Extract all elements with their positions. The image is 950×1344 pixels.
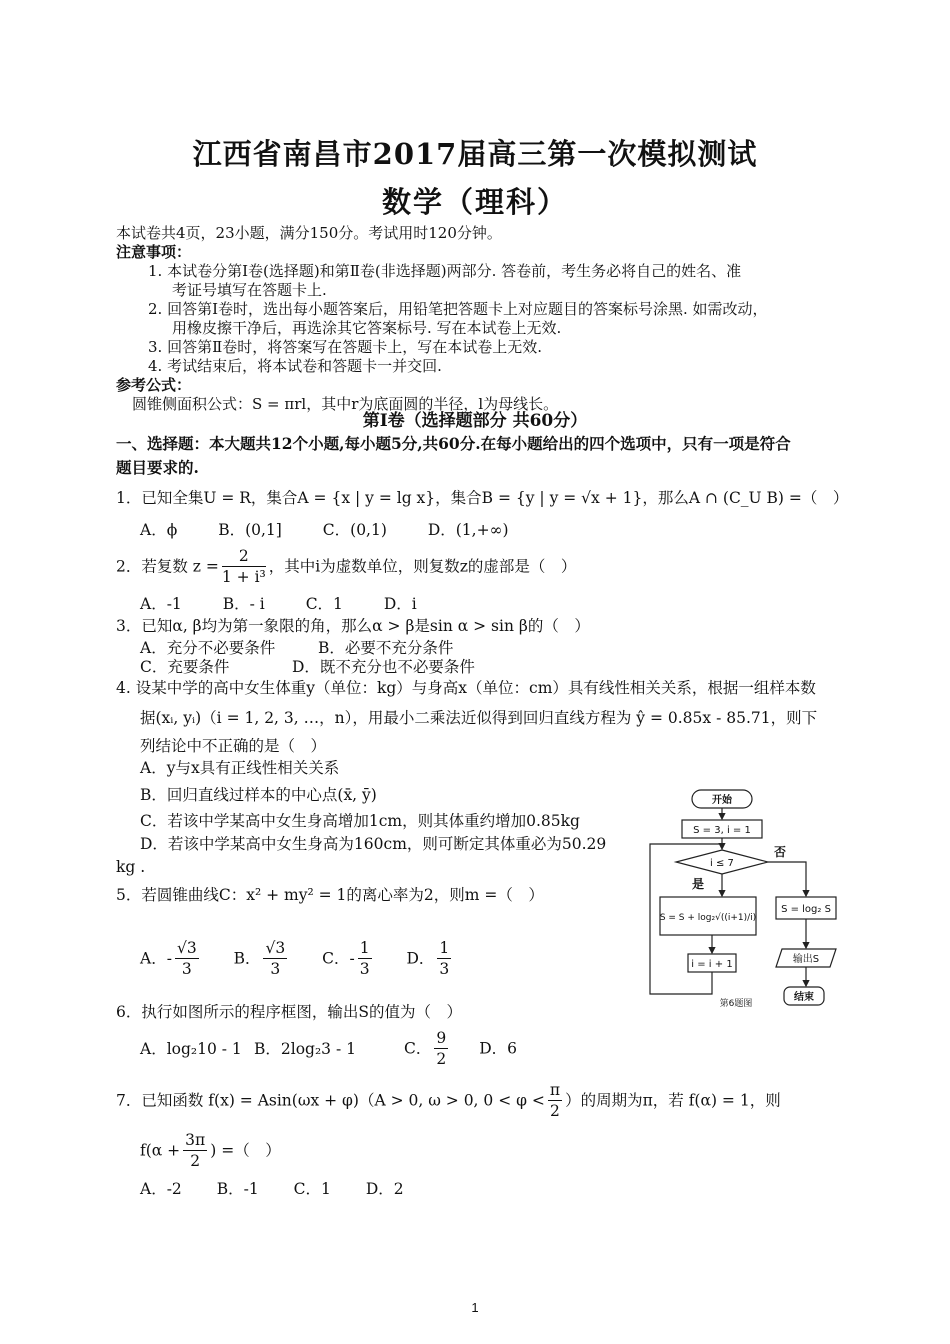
exam-subtitle: 数学（理科） bbox=[381, 185, 568, 219]
q6-option-b: B．2log₂3 - 1 bbox=[254, 1039, 356, 1058]
q2-fraction bbox=[222, 546, 266, 587]
q5-option-a-frac bbox=[175, 938, 199, 979]
q6-option-c-frac bbox=[434, 1028, 448, 1069]
q5-option-a-sign: - bbox=[166, 949, 172, 968]
q7-options bbox=[140, 1180, 440, 1199]
q7-frac-num: π bbox=[549, 1081, 561, 1099]
q1-options bbox=[140, 521, 545, 540]
q2-frac-num: 2 bbox=[222, 546, 266, 567]
q5-option-c-frac bbox=[358, 938, 372, 979]
q2-stem-prefix: 2．若复数 z = bbox=[116, 557, 219, 576]
q7-frac-den: 2 bbox=[550, 1102, 560, 1120]
q7-stem-frac bbox=[548, 1080, 562, 1121]
flow-increment-text: i = i + 1 bbox=[691, 959, 733, 970]
q2-stem bbox=[116, 546, 576, 587]
q5-option-b-frac bbox=[263, 938, 287, 979]
flow-start-text: 开始 bbox=[712, 795, 732, 806]
flow-yes-text: 是 bbox=[691, 877, 705, 891]
q1-stem: 1．已知全集U = R，集合A = {x | y = lg x}，集合B = {y | y = √x + 1}，那么A ∩ (C_U B) =（ ） bbox=[116, 489, 849, 507]
q4-option-c: C．若该中学某高中女生身高增加1cm，则其体重约增加0.85kg bbox=[140, 812, 580, 830]
q1-option-c: C．(0,1) bbox=[322, 521, 387, 539]
q5-option-d-frac bbox=[437, 938, 451, 979]
q6-option-a: A．log₂10 - 1 bbox=[140, 1039, 242, 1058]
q5-option-c-sign: - bbox=[349, 949, 355, 968]
q3-options-row2 bbox=[140, 658, 475, 677]
q7-stem-2 bbox=[140, 1130, 281, 1171]
notice-2: 2. 回答第Ⅰ卷时，选出每小题答案后，用铅笔把答题卡上对应题目的答案标号涂黑. 如需改动， bbox=[148, 300, 768, 318]
flow-caption: 第6题图 bbox=[719, 999, 753, 1009]
q4-option-b: B．回归直线过样本的中心点(x̄, ȳ) bbox=[140, 786, 377, 804]
flow-body-text: S = S + log₂√((i+1)/i) bbox=[659, 913, 757, 923]
q7-2-den: 2 bbox=[190, 1152, 201, 1170]
notice-3: 3. 回答第Ⅱ卷时，将答案写在答题卡上，写在本试卷上无效. bbox=[148, 338, 543, 356]
notice-1: 1. 本试卷分第Ⅰ卷(选择题)和第Ⅱ卷(非选择题)两部分. 答卷前，考生务必将自己的姓名、准 bbox=[148, 262, 742, 280]
q7-stem-1 bbox=[116, 1080, 781, 1121]
flow-alt-text: S = log₂ S bbox=[781, 904, 831, 915]
q1-option-a: A．ϕ bbox=[140, 521, 178, 539]
flow-condition-text: i ≤ 7 bbox=[710, 858, 734, 869]
q2-option-d: D．i bbox=[383, 595, 417, 613]
notice-heading: 注意事项： bbox=[116, 243, 192, 261]
q4-option-d-cont: kg . bbox=[116, 858, 146, 876]
q4-stem-3: 列结论中不正确的是（ ） bbox=[140, 737, 327, 755]
q2-option-b: B．- i bbox=[222, 595, 265, 613]
q2-option-c: C．1 bbox=[305, 595, 343, 613]
q5-b-num: √3 bbox=[265, 939, 286, 957]
q3-stem: 3．已知α, β均为第一象限的角，那么α > β是sin α > sin β的（ ） bbox=[116, 617, 590, 635]
q5-b-den: 3 bbox=[270, 960, 281, 978]
q3-option-d: D．既不充分也不必要条件 bbox=[292, 658, 475, 676]
q2-stem-suffix: ，其中i为虚数单位，则复数z的虚部是（ ） bbox=[268, 557, 577, 576]
q5-option-c-label: C． bbox=[322, 949, 350, 968]
q4-stem-2: 据(xᵢ, yᵢ)（i = 1, 2, 3, …，n），用最小二乘法近似得到回归直线方程为 ŷ = 0.85x - 85.71，则下 bbox=[140, 709, 818, 727]
q1-option-d: D．(1,+∞) bbox=[427, 521, 509, 539]
intro-line: 本试卷共4页，23小题，满分150分。考试用时120分钟。 bbox=[116, 224, 502, 242]
q7-2-num: 3π bbox=[185, 1131, 206, 1149]
q5-d-den: 3 bbox=[439, 960, 450, 978]
notice-4: 4. 考试结束后，将本试卷和答题卡一并交回. bbox=[148, 357, 442, 375]
q5-a-num: √3 bbox=[176, 939, 197, 957]
formula-heading: 参考公式： bbox=[116, 376, 192, 394]
q4-option-d: D．若该中学某高中女生身高为160cm，则可断定其体重必为50.29 bbox=[140, 835, 607, 853]
q2-frac-den: 1 + i³ bbox=[221, 568, 266, 586]
q7-option-b: B．-1 bbox=[216, 1180, 259, 1198]
q7-option-c: C．1 bbox=[293, 1180, 331, 1198]
flow-init-text: S = 3, i = 1 bbox=[693, 825, 751, 836]
notice-2-cont: 用橡皮擦干净后，再选涂其它答案标号. 写在本试卷上无效. bbox=[172, 319, 562, 337]
section-title: 第Ⅰ卷（选择题部分 共60分） bbox=[362, 411, 588, 431]
flow-output-text: 输出S bbox=[792, 954, 820, 965]
section-instructions-cont: 题目要求的. bbox=[116, 458, 199, 477]
q5-a-den: 3 bbox=[181, 960, 192, 978]
q5-c-num: 1 bbox=[359, 939, 370, 957]
q3-option-a: A．充分不必要条件 bbox=[140, 639, 276, 657]
flowchart-figure bbox=[640, 782, 840, 1022]
page-number: 1 bbox=[471, 1300, 479, 1315]
exam-title: 江西省南昌市2017届高三第一次模拟测试 bbox=[192, 137, 758, 171]
q6-option-c-label: C． bbox=[404, 1039, 432, 1058]
q5-option-b-label: B． bbox=[233, 949, 261, 968]
q4-stem-1: 4. 设某中学的高中女生体重y（单位：kg）与身高x（单位：cm）具有线性相关关系，根据一组样本数 bbox=[116, 679, 816, 697]
q6-c-den: 2 bbox=[436, 1050, 447, 1068]
formula-line: 圆锥侧面积公式：S = πrl，其中r为底面圆的半径，l为母线长。 bbox=[132, 395, 559, 413]
q6-option-d: D．6 bbox=[479, 1039, 518, 1058]
q7-stem-1b: ）的周期为π，若 f(α) = 1，则 bbox=[565, 1091, 781, 1110]
q5-stem: 5．若圆锥曲线C：x² + my² = 1的离心率为2，则m =（ ） bbox=[116, 886, 544, 904]
section-instructions: 一、选择题：本大题共12个小题,每小题5分,共60分.在每小题给出的四个选项中，只有一项是符合 bbox=[116, 434, 791, 453]
q3-option-b: B．必要不充分条件 bbox=[318, 639, 454, 657]
q3-option-c: C．充要条件 bbox=[140, 658, 230, 676]
flowchart-svg bbox=[640, 782, 840, 1022]
q7-stem-2b: ) =（ ） bbox=[210, 1141, 281, 1160]
q7-stem-1a: 7．已知函数 f(x) = Asin(ωx + φ)（A > 0, ω > 0, 0 < φ < bbox=[116, 1091, 545, 1110]
q2-option-a: A．-1 bbox=[140, 595, 182, 613]
q3-options-row1 bbox=[140, 639, 453, 658]
q5-options bbox=[140, 938, 454, 979]
q7-option-a: A．-2 bbox=[140, 1180, 182, 1198]
q6-c-num: 9 bbox=[436, 1029, 447, 1047]
q1-option-b: B．(0,1] bbox=[218, 521, 282, 539]
q5-c-den: 3 bbox=[359, 960, 370, 978]
q5-option-a-label: A． bbox=[140, 949, 167, 968]
flow-no-text: 否 bbox=[773, 845, 787, 859]
q5-d-num: 1 bbox=[439, 939, 450, 957]
q4-option-a: A．y与x具有正线性相关关系 bbox=[140, 759, 340, 777]
q7-option-d: D．2 bbox=[365, 1180, 404, 1198]
q2-options bbox=[140, 595, 453, 614]
flow-end-text: 结束 bbox=[794, 992, 814, 1003]
notice-1-cont: 考证号填写在答题卡上. bbox=[172, 281, 327, 299]
q6-stem: 6．执行如图所示的程序框图，输出S的值为（ ） bbox=[116, 1003, 462, 1021]
q6-options bbox=[140, 1028, 517, 1069]
q7-stem-2a: f(α + bbox=[140, 1141, 181, 1160]
q7-stem-2-frac bbox=[183, 1130, 207, 1171]
q5-option-d-label: D． bbox=[406, 949, 435, 968]
